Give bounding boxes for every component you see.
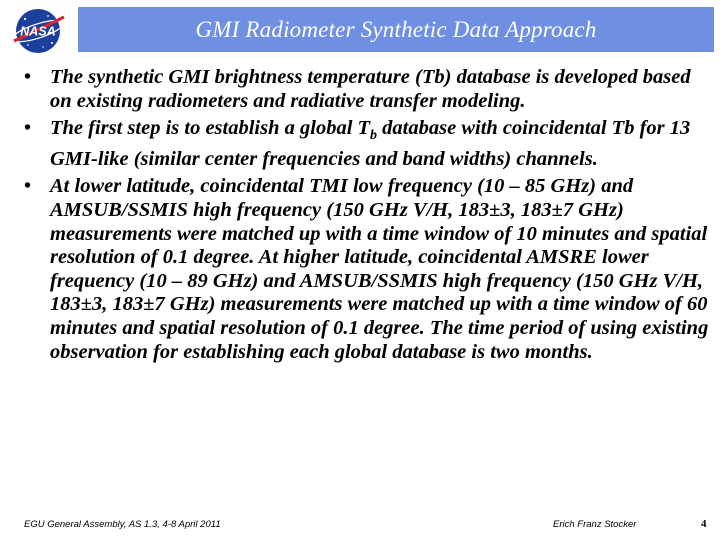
bullet-text: The synthetic GMI brightness temperature (Tb) database is developed based on existing radiometers and radiative transfer modeling. xyxy=(50,66,691,112)
nasa-logo-text: NASA xyxy=(20,24,56,39)
page-title: GMI Radiometer Synthetic Data Approach xyxy=(195,16,597,42)
bullet-item xyxy=(24,117,714,171)
bullet-item xyxy=(24,66,714,113)
bullet-subscript: b xyxy=(370,128,378,144)
bullet-list xyxy=(24,66,714,368)
footer-author: Erich Franz Stocker xyxy=(553,519,637,530)
bullet-marker: • xyxy=(24,66,32,88)
bullet-marker: • xyxy=(24,117,32,140)
footer-conference: EGU General Assembly, AS 1.3, 4-8 April 2011 xyxy=(24,519,221,530)
nasa-logo-icon xyxy=(10,7,68,55)
title-bar xyxy=(78,7,714,52)
bullet-text-continued: database with coincidental Tb for 13 GMI-like (similar center frequencies and band widths) channels. xyxy=(50,117,691,170)
bullet-marker: • xyxy=(24,175,32,198)
bullet-text: At lower latitude, coincidental TMI low frequency (10 – 85 GHz) and AMSUB/SSMIS high frequency (150 GHz V/H, 183±3, 183±7 GHz) measurements were matched up with a time window of 10 minutes and spatial resolution of 0.1 degree. At higher latitude, coincidental AMSRE lower frequency (10 – 89 GHz) and AMSUB/SSMIS high frequency (150 GHz V/H, 183±3, 183±7 GHz) measurements were matched up with a time window of 60 minutes and spatial resolution of 0.1 degree. The time period of using existing observation for establishing each global database is two months. xyxy=(50,175,709,363)
bullet-text: The first step is to establish a global T xyxy=(50,117,371,140)
bullet-item xyxy=(24,175,714,364)
page-number: 4 xyxy=(701,518,707,530)
